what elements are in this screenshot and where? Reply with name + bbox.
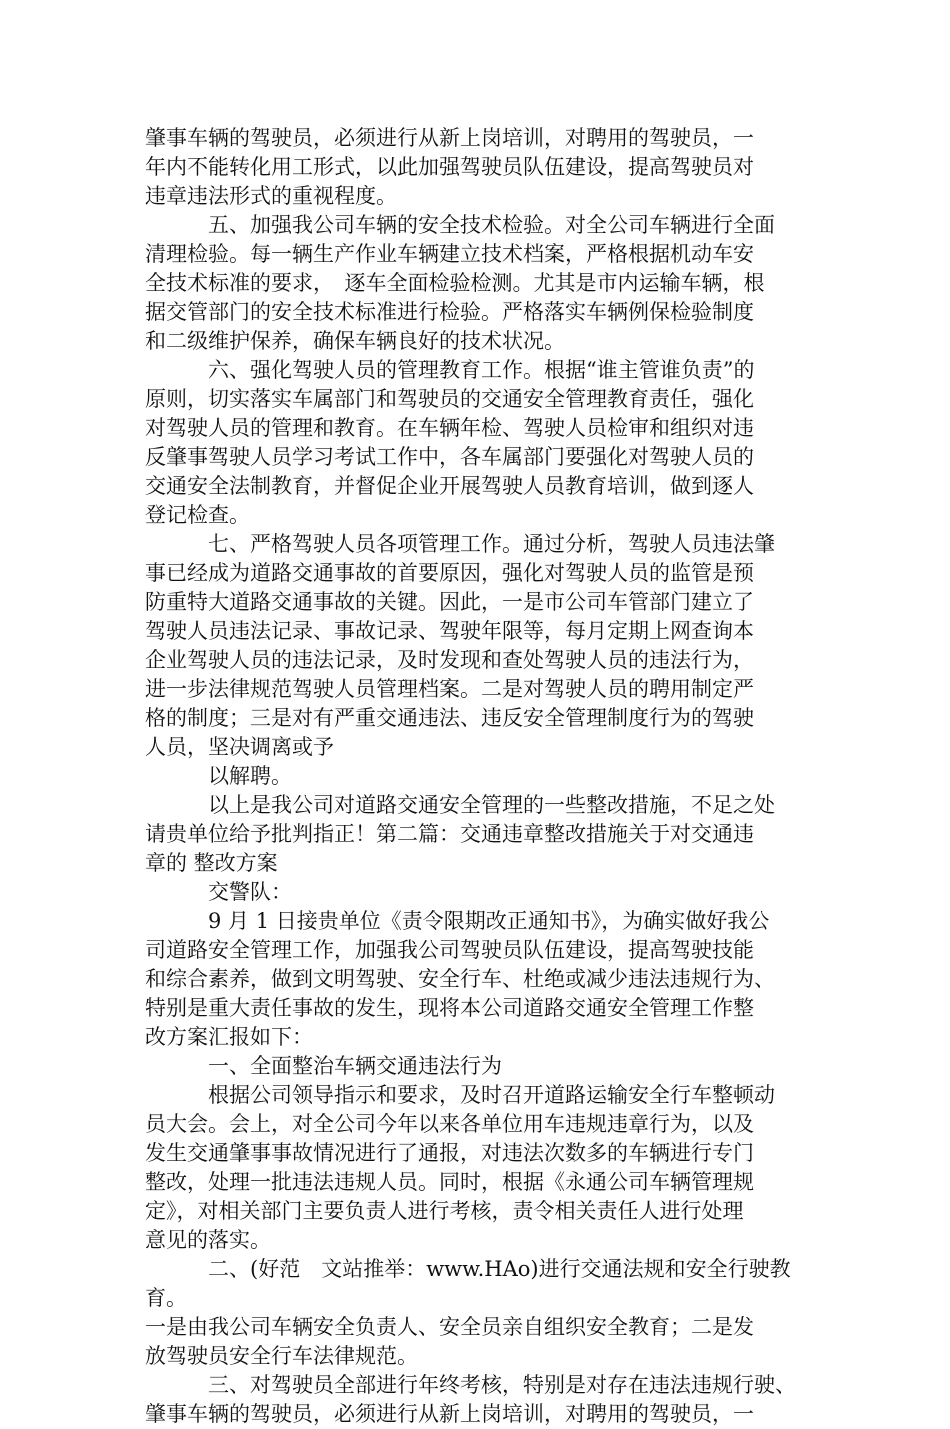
section-heading-1: 一、全面整治车辆交通违法行为 bbox=[145, 1054, 502, 1078]
paragraph-item-5: 五、加强我公司车辆的安全技术检验。对全公司车辆进行全面 清理检验。每一辆生产作业车辆建立技术档案，严格根据机动车安 全技术标准的要求， 逐车全面检验检测。尤其是市内运输车辆，根 据交管部门的安全技术标准进行检验。严格落实车辆例保检验制度 和二级维护保养，确保车辆良好的技术状况。 bbox=[145, 213, 775, 353]
paragraph-item-7: 七、严格驾驶人员各项管理工作。通过分析，驾驶人员违法肇 事已经成为道路交通事故的首要原因，强化对驾驶人员的监管是预 防重特大道路交通事故的关键。因此，一是市公司车管部门建立了 驾驶人员违法记录、事故记录、驾驶年限等，每月定期上网查询本 企业驾驶人员的违法记录，及时发现和查处驾驶人员的违法行为， 进一步法律规范驾驶人员管理档案。二是对驾驶人员的聘用制定严 格的制度；三是对有严重交通违法、违反安全管理制度行为的驾驶 人员，坚决调离或予 bbox=[145, 532, 775, 759]
paragraph-section-3: 三、对驾驶员全部进行年终考核，特别是对存在违法违规行驶、 肇事车辆的驾驶员，必须进行从新上岗培训，对聘用的驾驶员，一 bbox=[145, 1373, 796, 1426]
document-body bbox=[145, 124, 825, 1429]
paragraph-dismissal-line: 以解聘。 bbox=[145, 764, 292, 788]
paragraph-section-1-body: 根据公司领导指示和要求，及时召开道路运输安全行车整顿动 员大会。会上，对全公司今年以来各单位用车违规违章行为，以及 发生交通肇事事故情况进行了通报，对违法次数多的车辆进行专门 整改，处理一批违法违规人员。同时，根据《永通公司车辆管理规 定》，对相关部门主要负责人进行考核，责令相关责任人进行处理 意见的落实。 bbox=[145, 1083, 775, 1252]
paragraph-item-6: 六、强化驾驶人员的管理教育工作。根据“谁主管谁负责”的 原则，切实落实车属部门和驾驶员的交通安全管理教育责任，强化 对驾驶人员的管理和教育。在车辆年检、驾驶人员检审和组织对违 反肇事驾驶人员学习考试工作中，各车属部门要强化对驾驶人员的 交通安全法制教育，并督促企业开展驾驶人员教育培训，做到逐人 登记检查。 bbox=[145, 358, 755, 527]
paragraph-continuation: 肇事车辆的驾驶员，必须进行从新上岗培训，对聘用的驾驶员，一 年内不能转化用工形式，以此加强驾驶员队伍建设，提高驾驶员对 违章违法形式的重视程度。 bbox=[145, 126, 754, 208]
paragraph-intro: 9 月 1 日接贵单位《责令限期改正通知书》，为确实做好我公 司道路安全管理工作，加强我公司驾驶员队伍建设，提高驾驶技能 和综合素养，做到文明驾驶、安全行车、杜绝或减少违法违规行为、 特别是重大责任事故的发生，现将本公司道路交通安全管理工作整 改方案汇报如下： bbox=[145, 909, 775, 1049]
paragraph-conclusion: 以上是我公司对道路交通安全管理的一些整改措施，不足之处 请贵单位给予批判指正！第二篇：交通违章整改措施关于对交通违 章的 整改方案 bbox=[145, 793, 775, 875]
paragraph-salutation: 交警队： bbox=[145, 880, 292, 904]
paragraph-section-2: 二、(好范 文站推举：www.HAo)进行交通法规和安全行驶教育。 一是由我公司车辆安全负责人、安全员亲自组织安全教育；二是发 放驾驶员安全行车法律规范。 bbox=[145, 1257, 791, 1368]
